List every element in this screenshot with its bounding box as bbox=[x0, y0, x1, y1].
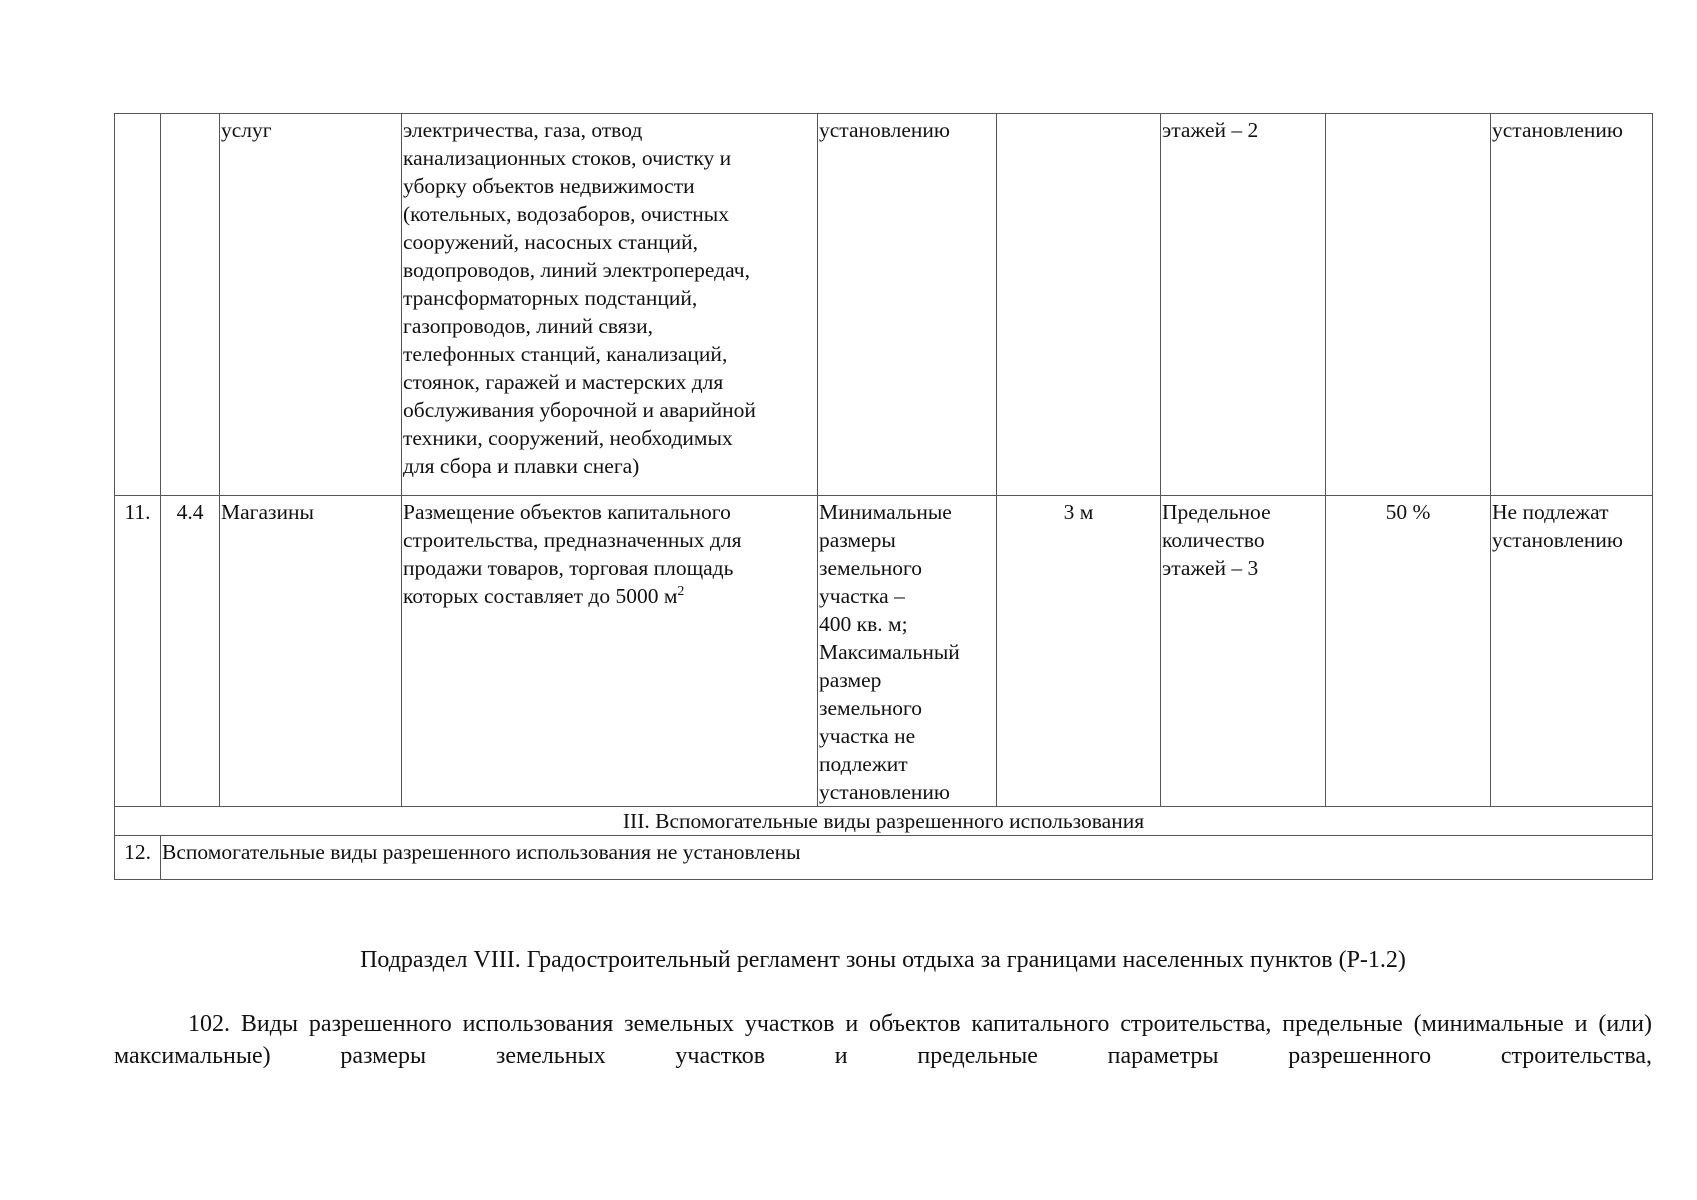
subsection-title: Подраздел VIII. Градостроительный регламент зоны отдыха за границами населенных пунктов (Р-1.2) bbox=[360, 947, 1406, 973]
floors-cell: этажей – 2 bbox=[1161, 114, 1326, 496]
regulation-table bbox=[114, 113, 1653, 880]
row-code-cell: 4.4 bbox=[161, 496, 220, 807]
plot-size-cell: Минимальные размеры земельного участка – 400 кв. м; Максимальный размер земельного участка не подлежит установлению bbox=[818, 496, 997, 807]
other-params-cell: установлению bbox=[1491, 114, 1653, 496]
use-name-cell: услуг bbox=[220, 114, 402, 496]
plot-size-cell: установлению bbox=[818, 114, 997, 496]
table-row-continuation bbox=[115, 114, 1653, 496]
row-code-cell bbox=[161, 114, 220, 496]
setback-cell: 3 м bbox=[997, 496, 1161, 807]
aux-uses-cell: Вспомогательные виды разрешенного использования не установлены bbox=[161, 836, 1653, 880]
use-name-cell: Магазины bbox=[220, 496, 402, 807]
floors-cell: Предельное количество этажей – 3 bbox=[1161, 496, 1326, 807]
table-row-12 bbox=[115, 836, 1653, 880]
row-number-cell: 12. bbox=[115, 836, 161, 880]
row-number-cell bbox=[115, 114, 161, 496]
paragraph-102: 102. Виды разрешенного использования земельных участков и объектов капитального строительства, предельные (минимальные и (или) максимальные) размеры земельных участков и предельные параметры разрешенного строительства, bbox=[114, 1011, 1652, 1069]
other-params-cell: Не подлежат установлению bbox=[1491, 496, 1653, 807]
coverage-cell: 50 % bbox=[1326, 496, 1491, 807]
table-section-heading-row bbox=[115, 807, 1653, 836]
section-heading: III. Вспомогательные виды разрешенного использования bbox=[115, 807, 1653, 836]
use-description-cell bbox=[402, 496, 818, 807]
coverage-cell bbox=[1326, 114, 1491, 496]
row-number-cell: 11. bbox=[115, 496, 161, 807]
table-row-11 bbox=[115, 496, 1653, 807]
superscript-2: 2 bbox=[677, 583, 685, 599]
use-description-cell: электричества, газа, отвод канализационных стоков, очистку и уборку объектов недвижимости (котельных, водозаборов, очистных сооружений, насосных станций, водопроводов, линий электропередач, трансформаторных подстанций, газопроводов, линий связи, телефонных станций, канализаций, стоянок, гаражей и мастерских для обслуживания уборочной и аварийной техники, сооружений, необходимых для сбора и плавки снега) bbox=[402, 114, 818, 496]
use-description-text: Размещение объектов капитального строительства, предназначенных для продажи товаров, торговая площадь которых составляет до 5000 м bbox=[403, 500, 742, 608]
setback-cell bbox=[997, 114, 1161, 496]
